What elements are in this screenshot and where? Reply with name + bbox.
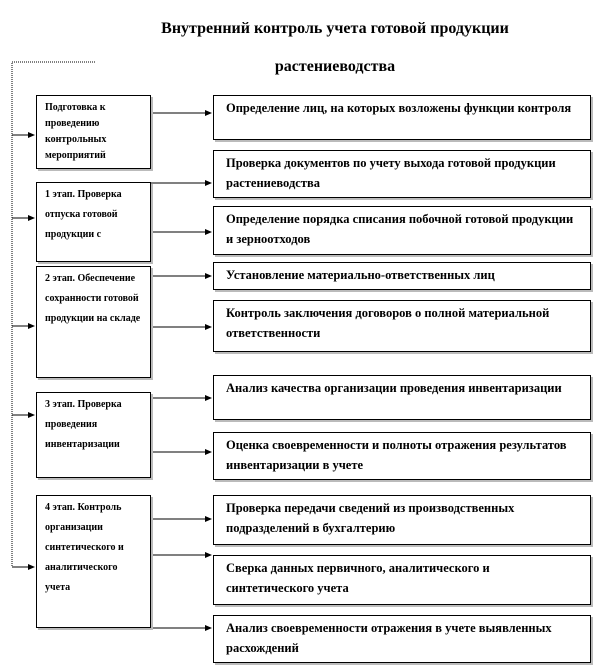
action-5: Контроль заключения договоров о полной материальной ответственности [213,300,591,352]
action-8: Проверка передачи сведений из производственных подразделений в бухгалтерию [213,495,591,545]
action-4: Установление материально-ответственных лиц [213,262,591,290]
stage-1: 1 этап. Проверка отпуска готовой продукции с [36,182,151,262]
action-1: Определение лиц, на которых возложены функции контроля [213,95,591,140]
action-6: Анализ качества организации проведения инвентаризации [213,375,591,420]
action-9: Сверка данных первичного, аналитического и синтетического учета [213,555,591,605]
stage-4: 4 этап. Контроль организации синтетического и аналитического учета [36,495,151,628]
stage-3: 3 этап. Проверка проведения инвентаризации [36,392,151,478]
title-line-2: растениеводства [274,58,396,75]
action-3: Определение порядка списания побочной готовой продукции и зерноотходов [213,206,591,255]
action-2: Проверка документов по учету выхода готовой продукции растениеводства [213,150,591,198]
title-line-1: Внутренний контроль учета готовой продукции [161,20,509,37]
action-7: Оценка своевременности и полноты отражения результатов инвентаризации в учете [213,432,591,480]
stage-2: 2 этап. Обеспечение сохранности готовой продукции на складе [36,266,151,378]
stage-preparation: Подготовка к проведению контрольных мероприятий [36,95,151,169]
action-10: Анализ своевременности отражения в учете выявленных расхождений [213,615,591,663]
